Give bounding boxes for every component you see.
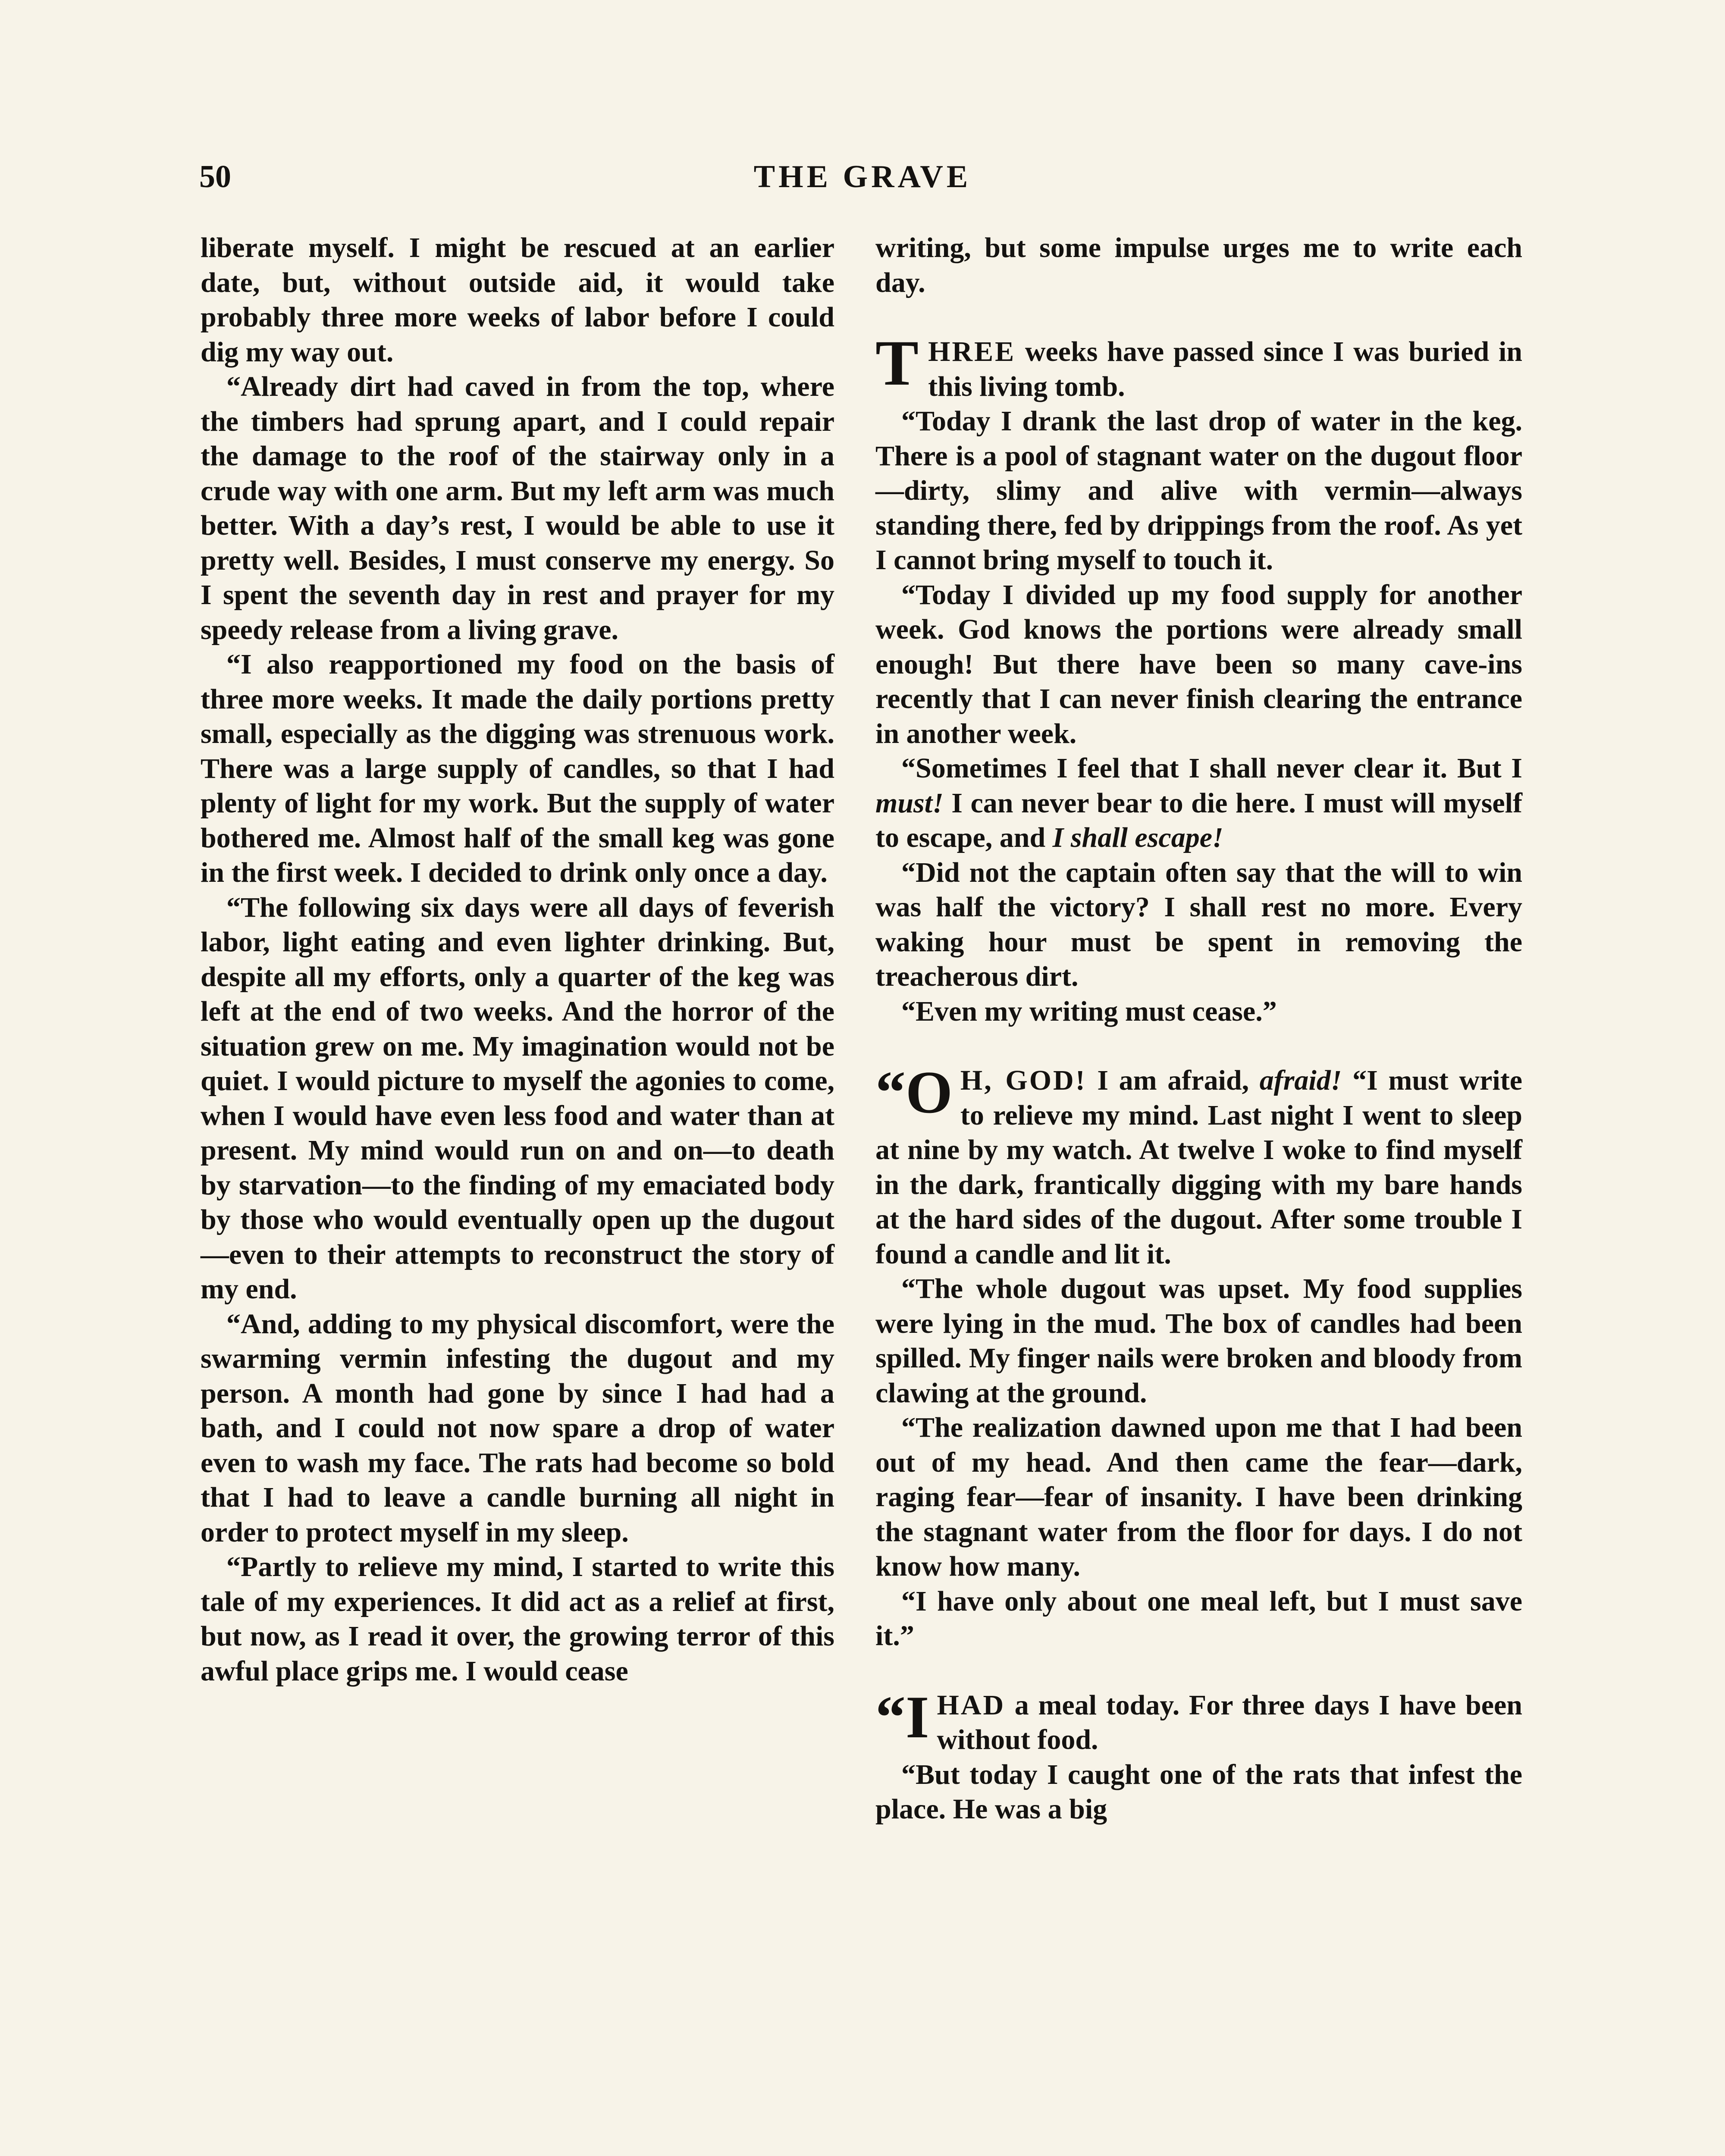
section-text: weeks have passed since I was buried in this living tomb. [928, 336, 1522, 402]
emphasis-text: I shall escape! [1052, 822, 1223, 853]
left-column [201, 231, 834, 1689]
paragraph: “I also reapportioned my food on the basis of three more weeks. It made the daily portions pretty small, especially as the digging was strenuous work. There was a large supply of candles, so that I had plenty of light for my work. But the supply of water bothered me. Almost half of the small keg was gone in the first week. I decided to drink only once a day. [201, 649, 834, 888]
paragraph [875, 751, 1522, 856]
paragraph: “Did not the captain often say that the will to win was half the victory? I shall rest no more. Every waking hour must be spent in removing the treacherous dirt. [875, 856, 1522, 992]
page-header [0, 153, 1725, 201]
drop-cap: T [875, 327, 919, 399]
paragraph: “Today I divided up my food supply for another week. God knows the portions were already small enough! But there have been so many cave-ins recently that I can never finish clearing the entrance in another week. [875, 579, 1522, 749]
paragraph-text: “Sometimes I feel that I shall never clear it. But I [901, 752, 1522, 784]
paragraph: “The whole dugout was upset. My food supplies were lying in the mud. The box of candles had been spilled. My finger nails were broken and bloody from clawing at the ground. [875, 1273, 1522, 1409]
lead-word: H, GOD! [960, 1065, 1087, 1096]
lead-word: HAD [937, 1689, 1006, 1721]
paragraph-text: I can never bear to die here. I must will myself to escape, and [875, 787, 1522, 853]
section-three-weeks [875, 327, 1522, 1029]
paragraph: “Even my writing must cease.” [901, 995, 1277, 1027]
paragraph: “The realization dawned upon me that I had been out of my head. And then came the fear—dark, raging fear—fear of insanity. I have been drinking the stagnant water from the floor for days. I do not know how many. [875, 1412, 1522, 1582]
paragraph: “Today I drank the last drop of water in the keg. There is a pool of stagnant water on the dugout floor—dirty, slimy and alive with vermin—always standing there, fed by drippings from the roof. As yet I cannot bring myself to touch it. [875, 405, 1522, 576]
paragraph: “The following six days were all days of feverish labor, light eating and even lighter drinking. But, despite all my efforts, only a quarter of the keg was left at the end of two weeks. And the horror of the situation grew on me. My imagination would not be quiet. I would picture to myself the agonies to come, when I would have even less food and water than at present. My mind would run on and on—to death by starvation—to the finding of my emaciated body by those who would eventually open up the dugout—even to their attempts to reconstruct the story of my end. [201, 891, 834, 1305]
paragraph: “And, adding to my physical discomfort, were the swarming vermin infesting the dugout and my person. A month had gone by since I had had a bath, and I could not now spare a drop of water even to wash my face. The rats had become so bold that I had to leave a candle burning all night in order to protect myself in my sleep. [201, 1308, 834, 1548]
paragraph: liberate myself. I might be rescued at an earlier date, but, without outside aid, it would take probably three more weeks of labor before I could dig my way out. [201, 232, 834, 368]
drop-cap: “O [875, 1059, 953, 1126]
section-oh-god [875, 1059, 1522, 1654]
drop-cap: “I [875, 1683, 929, 1751]
section-text: a meal today. For three days I have been without food. [937, 1689, 1522, 1755]
page-number: 50 [199, 159, 231, 194]
paragraph: “Already dirt had caved in from the top, where the timbers had sprung apart, and I could repair the damage to the roof of the stairway only in a crude way with one arm. But my left arm was much better. With a day’s rest, I would be able to use it pretty well. Besides, I must conserve my energy. So I spent the seventh day in rest and prayer for my speedy release from a living grave. [201, 371, 834, 646]
paragraph: “But today I caught one of the rats that infest the place. He was a big [875, 1758, 1522, 1825]
emphasis-text: afraid! [1259, 1065, 1342, 1096]
section-had-a-meal [875, 1683, 1522, 1827]
lead-word: HREE [928, 336, 1016, 367]
paragraph: “Partly to relieve my mind, I started to write this tale of my experiences. It did act as a relief at first, but now, as I read it over, the growing terror of this awful place grips me. I would cease [201, 1551, 834, 1687]
emphasis-text: must! [875, 787, 944, 819]
right-column [875, 231, 1522, 1827]
running-title: THE GRAVE [753, 159, 972, 194]
section-text: “I must write to relieve my mind. Last night I went to sleep at nine by my watch. At twelve I woke to find myself in the dark, frantically digging with my bare hands at the hard sides of the dugout. After some trouble I found a candle and lit it. [875, 1065, 1522, 1270]
paragraph: writing, but some impulse urges me to write each day. [875, 232, 1522, 298]
paragraph: “I have only about one meal left, but I must save it.” [875, 1585, 1522, 1651]
section-text: I am afraid, [1086, 1065, 1260, 1096]
